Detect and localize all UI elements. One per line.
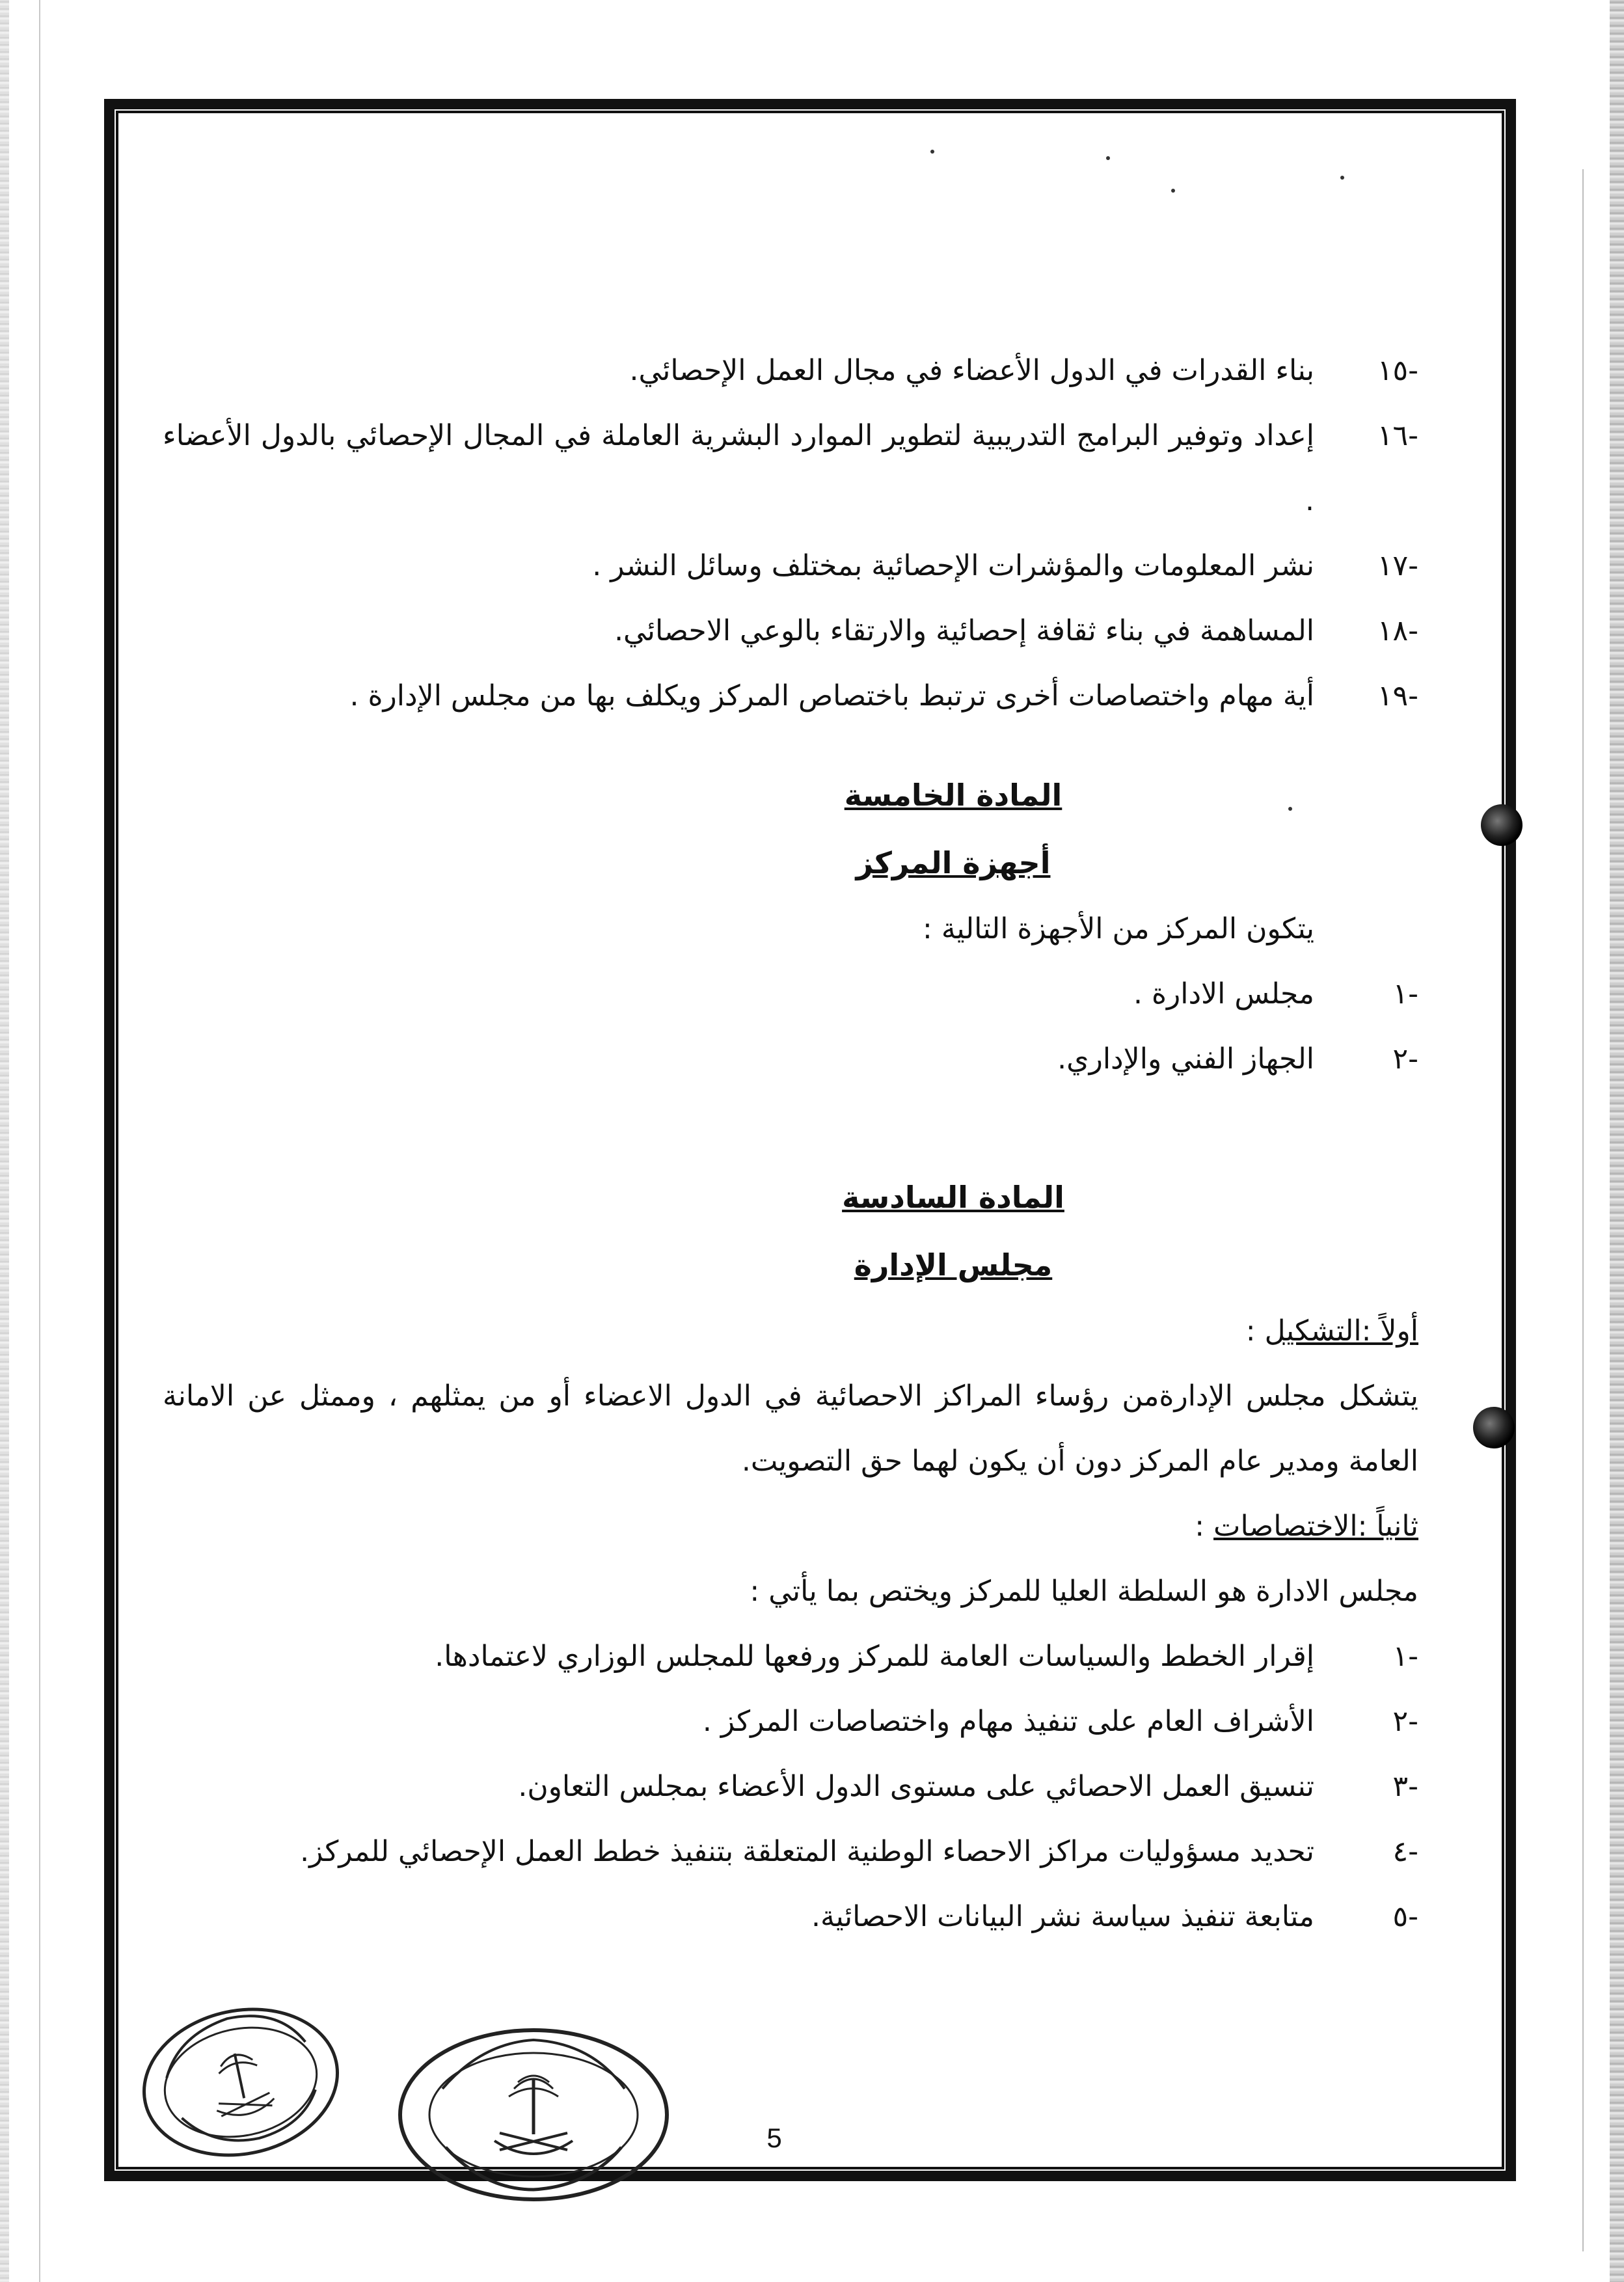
section-label-colon: : [1195,1510,1214,1543]
speck [1106,156,1110,160]
item-text: المساهمة في بناء ثقافة إحصائية والارتقاء بالوعي الاحصائي. [614,614,1314,647]
spacer [163,729,1418,761]
scan-edge-left [0,0,9,2282]
punch-hole-top [1481,804,1522,846]
list-item [163,599,1418,664]
list-item [163,1624,1418,1689]
formation-paragraph: يتشكل مجلس الإدارةمن رؤساء المراكز الاحصائية في الدول الاعضاء أو من يمثلهم ، وممثل عن الامانة العامة ومدير عام المركز دون أن يكون لهما حق التصويت. [163,1379,1418,1478]
item-text: متابعة تنفيذ سياسة نشر البيانات الاحصائية. [811,1900,1314,1933]
item-number: -٥ [1392,1900,1418,1933]
speck [1171,189,1175,193]
list-item [163,1819,1418,1884]
article-subtitle: مجلس الإدارة [854,1247,1053,1283]
stamp-left-seal [130,1991,351,2173]
article-intro: يتكون المركز من الأجهزة التالية : [923,912,1314,945]
item-number: -١٨ [1377,614,1418,647]
page-number: 5 [766,2123,782,2153]
section-label-text: أولاً :التشكيل [1264,1314,1418,1348]
list-item [163,664,1418,729]
list-item [163,1884,1418,1949]
list-item [163,1689,1418,1754]
item-text: بناء القدرات في الدول الأعضاء في مجال العمل الإحصائي. [629,354,1314,387]
item-number: -٢ [1392,1705,1418,1738]
list-item [163,962,1418,1027]
item-number: -٢ [1392,1042,1418,1076]
section-label [163,1494,1418,1559]
item-text: الجهاز الفني والإداري. [1057,1042,1314,1076]
item-text: تنسيق العمل الاحصائي على مستوى الدول الأعضاء بمجلس التعاون. [518,1770,1314,1803]
spacer [163,1092,1418,1163]
speck [1340,176,1344,180]
list-item [163,338,1418,403]
scan-line-right [1582,169,1584,2251]
list-item [163,403,1418,534]
section-label-colon: : [1245,1314,1265,1348]
item-number: -١ [1392,977,1418,1011]
item-text: إعداد وتوفير البرامج التدريبية لتطوير الموارد البشرية العاملة في المجال الإحصائي بالدول الأعضاء . [163,419,1314,517]
item-number: -٣ [1392,1770,1418,1803]
stamp-center-seal [390,2017,677,2206]
item-text: تحديد مسؤوليات مراكز الاحصاء الوطنية المتعلقة بتنفيذ خطط العمل الإحصائي للمركز. [300,1835,1314,1868]
list-item [163,534,1418,599]
item-number: -١٦ [1377,419,1418,452]
seal-emblem-icon [390,2017,677,2206]
powers-intro: مجلس الادارة هو السلطة العليا للمركز ويختص بما يأتي : [750,1575,1418,1608]
scan-edge-right [1610,0,1624,2282]
item-text: نشر المعلومات والمؤشرات الإحصائية بمختلف وسائل النشر . [592,549,1314,582]
section-label [163,1299,1418,1364]
item-text: الأشراف العام على تنفيذ مهام واختصاصات المركز . [702,1705,1314,1738]
section-label-text: ثانياً :الاختصاصات [1213,1510,1418,1543]
seal-emblem-icon [130,1991,351,2173]
item-text: إقرار الخطط والسياسات العامة للمركز ورفعها للمجلس الوزاري لاعتمادها. [435,1640,1314,1673]
item-number: -١٥ [1377,354,1418,387]
item-text: مجلس الادارة . [1133,977,1314,1011]
item-number: -١٧ [1377,549,1418,582]
speck [930,150,934,154]
list-item [163,1754,1418,1819]
document-body [163,338,1418,1949]
scan-line-left [39,0,40,2282]
item-number: -٤ [1392,1835,1418,1868]
item-text: أية مهام واختصاصات أخرى ترتبط باختصاص المركز ويكلف بها من مجلس الإدارة . [349,679,1314,713]
punch-hole-bottom [1473,1407,1515,1448]
list-item [163,1027,1418,1092]
article-title: المادة السادسة [842,1180,1064,1215]
item-number: -١٩ [1377,679,1418,713]
article-subtitle: أجهزة المركز [856,845,1051,880]
item-number: -١ [1392,1640,1418,1673]
article-title: المادة الخامسة [844,778,1062,813]
